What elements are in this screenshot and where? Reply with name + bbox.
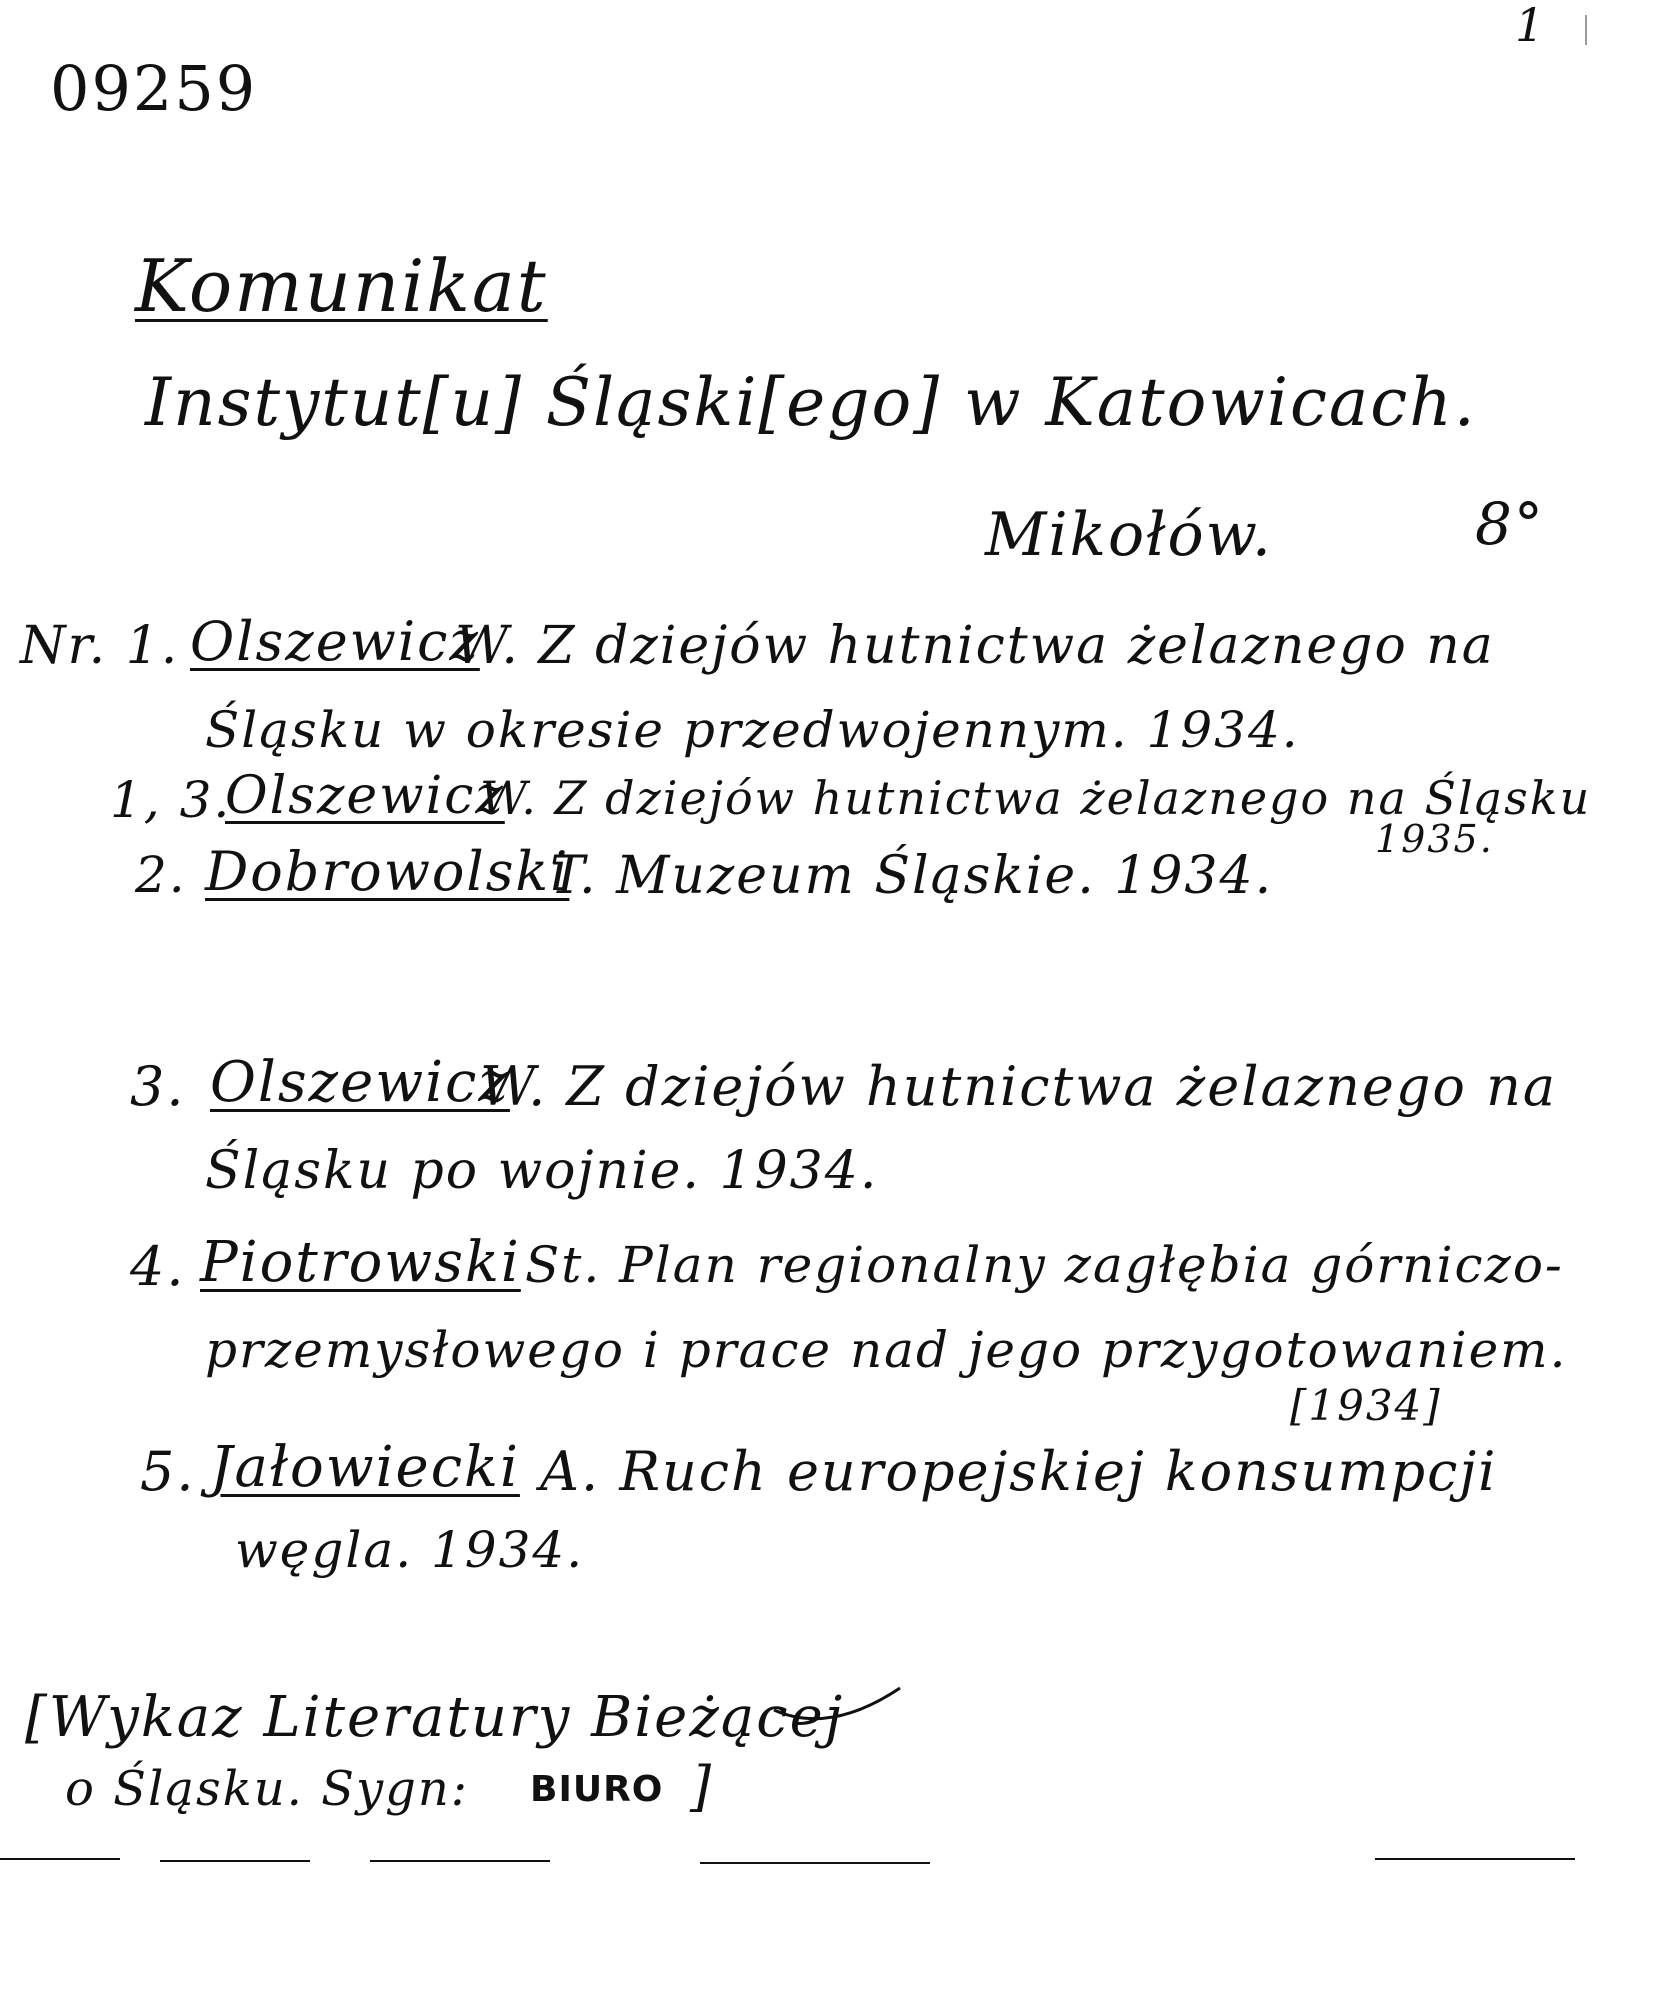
entry-number: 4. xyxy=(130,1235,186,1298)
entry-author: Olszewicz xyxy=(225,766,505,826)
bottom-rule xyxy=(0,1858,120,1860)
entry-title-continued: przemysłowego i prace nad jego przygotowaniem. xyxy=(205,1321,1568,1379)
entry-author: Dobrowolski xyxy=(205,840,570,903)
entry-title-continued: Śląsku po wojnie. 1934. xyxy=(205,1141,879,1201)
bottom-rule xyxy=(370,1860,550,1862)
entry-title: A. Ruch europejskiej konsumpcji xyxy=(540,1440,1498,1503)
page-number: 1 xyxy=(1515,0,1547,52)
bottom-rule xyxy=(1375,1858,1575,1860)
bottom-rule xyxy=(160,1860,310,1862)
signature-stamp: BIURO xyxy=(530,1769,664,1810)
entry-title: W. Z dziejów hutnictwa żelaznego na Śląsku xyxy=(480,771,1592,825)
entry-title: T. Muzeum Śląskie. 1934. xyxy=(550,846,1274,906)
catalog-number: 09259 xyxy=(50,52,258,125)
entry-author: Jałowiecki xyxy=(210,1435,520,1500)
source-signature-label: o Śląsku. Sygn: xyxy=(65,1761,469,1817)
format: 8° xyxy=(1475,490,1545,558)
entry-title: W. Z dziejów hutnictwa żelaznego na xyxy=(455,616,1495,676)
entry-title: W. Z dziejów hutnictwa żelaznego na xyxy=(480,1055,1558,1118)
entry-title-continued: Śląsku w okresie przedwojennym. 1934. xyxy=(205,701,1300,759)
entry-number: 3. xyxy=(130,1055,186,1118)
place-of-publication: Mikołów. xyxy=(985,500,1273,570)
decorative-stroke xyxy=(770,1680,910,1740)
source-reference: [Wykaz Literatury Bieżącej xyxy=(25,1685,845,1750)
card-edge-mark xyxy=(1585,15,1587,45)
entry-author: Olszewicz xyxy=(210,1050,510,1115)
source-signature-close: ] xyxy=(690,1755,714,1818)
entry-title-continued: węgla. 1934. xyxy=(235,1521,585,1579)
entry-title: St. Plan regionalny zagłębia górniczo- xyxy=(525,1236,1564,1294)
entry-number: 2. xyxy=(135,846,187,904)
entry-number: Nr. 1. xyxy=(20,616,180,676)
document-subtitle: Instytut[u] Śląski[ego] w Katowicach. xyxy=(145,364,1477,441)
entry-note: 1935. xyxy=(1375,817,1494,861)
entry-author: Piotrowski xyxy=(200,1230,521,1295)
entry-number: 1, 3. xyxy=(110,771,232,829)
entry-number: 5. xyxy=(140,1440,196,1503)
entry-note: [1934] xyxy=(1290,1381,1442,1430)
bottom-rule xyxy=(700,1862,930,1864)
document-title: Komunikat xyxy=(135,244,548,328)
entry-author: Olszewicz xyxy=(190,610,480,673)
